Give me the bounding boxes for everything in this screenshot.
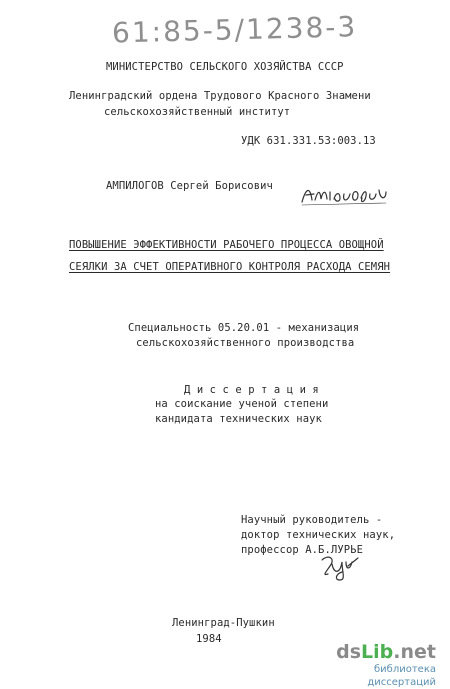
dslib-subtitle: библиотека диссертаций (367, 664, 436, 688)
institute-line-2: сельскохозяйственный институт (104, 106, 291, 118)
title-line-2: СЕЯЛКИ ЗА СЧЕТ ОПЕРАТИВНОГО КОНТРОЛЯ РАСХОДА СЕМЯН (69, 261, 391, 273)
year: 1984 (196, 633, 222, 645)
supervisor-signature (318, 552, 362, 582)
udc-code: УДК 631.331.53:003.13 (241, 135, 376, 147)
supervisor-line-3: профессор А.Б.ЛУРЬЕ (241, 544, 364, 556)
title-line-1: ПОВЫШЕНИЕ ЭФФЕКТИВНОСТИ РАБОЧЕГО ПРОЦЕССА ОВОЩНОЙ (69, 239, 384, 251)
author-name: АМПИЛОГОВ Сергей Борисович (106, 180, 273, 192)
dslib-watermark[interactable] (326, 641, 436, 688)
archive-handwritten-number: 61:85-5/1238-3 (111, 10, 358, 50)
supervisor-line-2: доктор технических наук, (241, 529, 396, 541)
dslib-logo: dsLib.net (336, 641, 436, 663)
city: Ленинград-Пушкин (172, 617, 275, 629)
degree-line-2: кандидата технических наук (155, 413, 322, 425)
degree-line-1: на соискание ученой степени (155, 398, 329, 410)
institute-line-1: Ленинградский ордена Трудового Красного Знамени (69, 90, 371, 102)
specialty-line-1: Специальность 05.20.01 - механизация (128, 322, 360, 334)
supervisor-line-1: Научный руководитель - (241, 514, 383, 526)
dissertation-heading: Д и с с е р т а ц и я (184, 384, 319, 396)
specialty-line-2: сельскохозяйственного производства (136, 337, 355, 349)
author-signature (300, 182, 390, 208)
ministry-heading: МИНИСТЕРСТВО СЕЛЬСКОГО ХОЗЯЙСТВА СССР (106, 61, 344, 73)
